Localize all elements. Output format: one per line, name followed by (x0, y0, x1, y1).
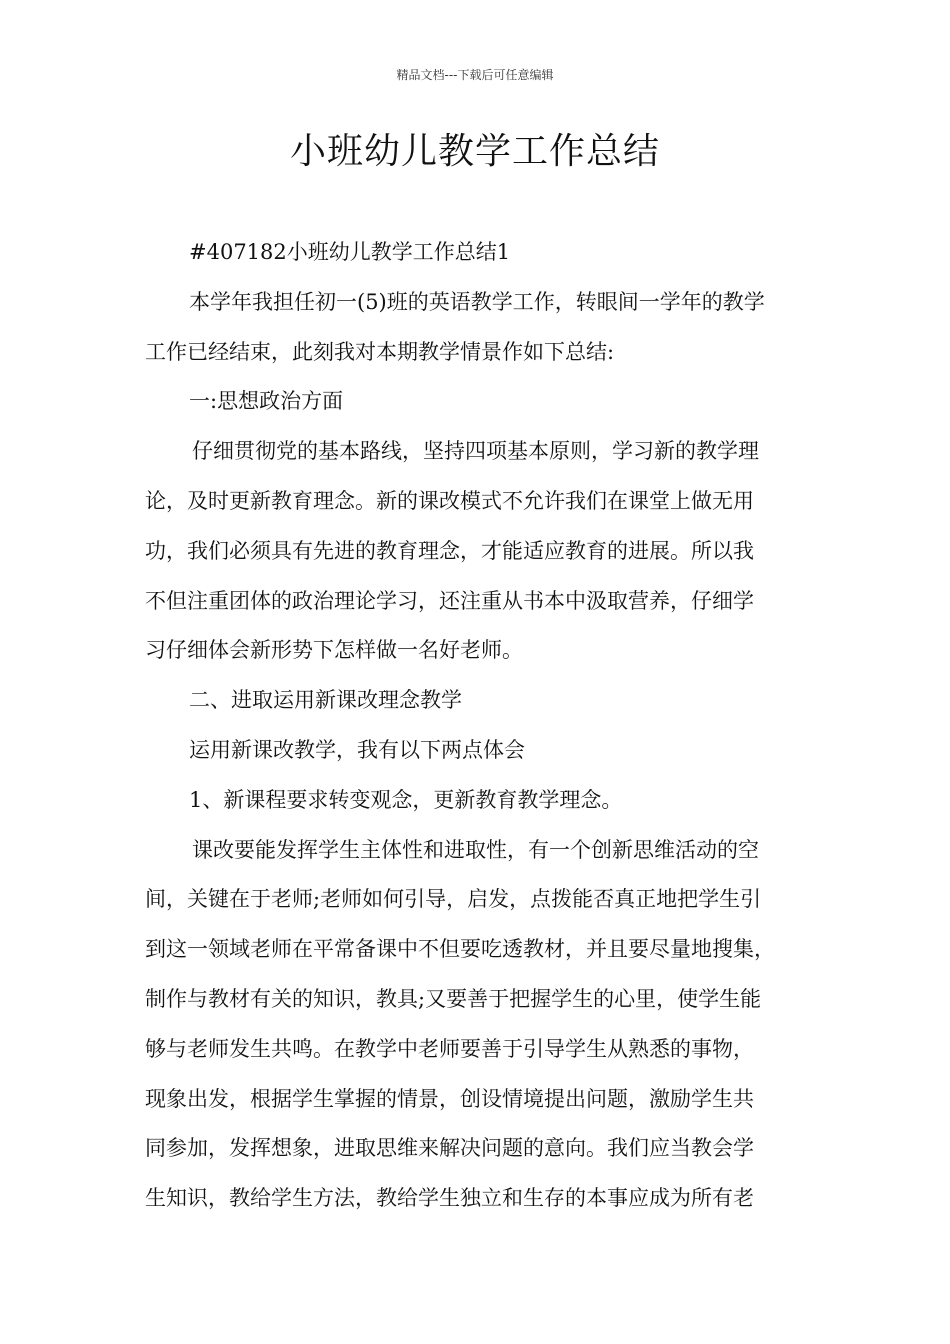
text-line: 仔细贯彻党的基本路线，坚持四项基本原则，学习新的教学理 (192, 439, 759, 464)
text-line: 课改要能发挥学生主体性和进取性，有一个创新思维活动的空 (192, 837, 759, 862)
text-line: 习仔细体会新形势下怎样做一名好老师。 (145, 638, 523, 663)
text-line: 生知识，教给学生方法，教给学生独立和生存的本事应成为所有老 (145, 1186, 754, 1211)
text-line: 功，我们必须具有先进的教育理念，才能适应教育的进展。所以我 (145, 538, 754, 563)
text-line: 二、进取运用新课改理念教学 (189, 688, 462, 713)
text-line: 同参加，发挥想象，进取思维来解决问题的意向。我们应当教会学 (145, 1136, 754, 1161)
header-note: 精品文档---下载后可任意编辑 (396, 68, 554, 82)
text-line: 一:思想政治方面 (189, 389, 344, 414)
text-line: 够与老师发生共鸣。在教学中老师要善于引导学生从熟悉的事物， (145, 1036, 754, 1061)
document-title: 小班幼儿教学工作总结 (289, 131, 660, 172)
text-line: 运用新课改教学，我有以下两点体会 (189, 737, 525, 762)
text-line: 到这一领域老师在平常备课中不但要吃透教材，并且要尽量地搜集， (145, 937, 775, 962)
document-body (145, 228, 825, 1224)
text-line: 现象出发，根据学生掌握的情景，创设情境提出问题，激励学生共 (145, 1086, 754, 1111)
text-line: 本学年我担任初一(5)班的英语教学工作，转眼间一学年的教学 (189, 289, 765, 314)
text-line: 1、新课程要求转变观念，更新教育教学理念。 (189, 787, 623, 812)
text-line: 制作与教材有关的知识，教具;又要善于把握学生的心里，使学生能 (145, 986, 762, 1011)
text-line: 不但注重团体的政治理论学习，还注重从书本中汲取营养，仔细学 (145, 588, 754, 613)
text-line: 间，关键在于老师;老师如何引导，启发，点拨能否真正地把学生引 (145, 887, 762, 912)
text-line: 工作已经结束，此刻我对本期教学情景作如下总结: (145, 339, 615, 364)
text-line: #407182小班幼儿教学工作总结1 (189, 240, 511, 264)
text-line: 论，及时更新教育理念。新的课改模式不允许我们在课堂上做无用 (145, 488, 754, 513)
